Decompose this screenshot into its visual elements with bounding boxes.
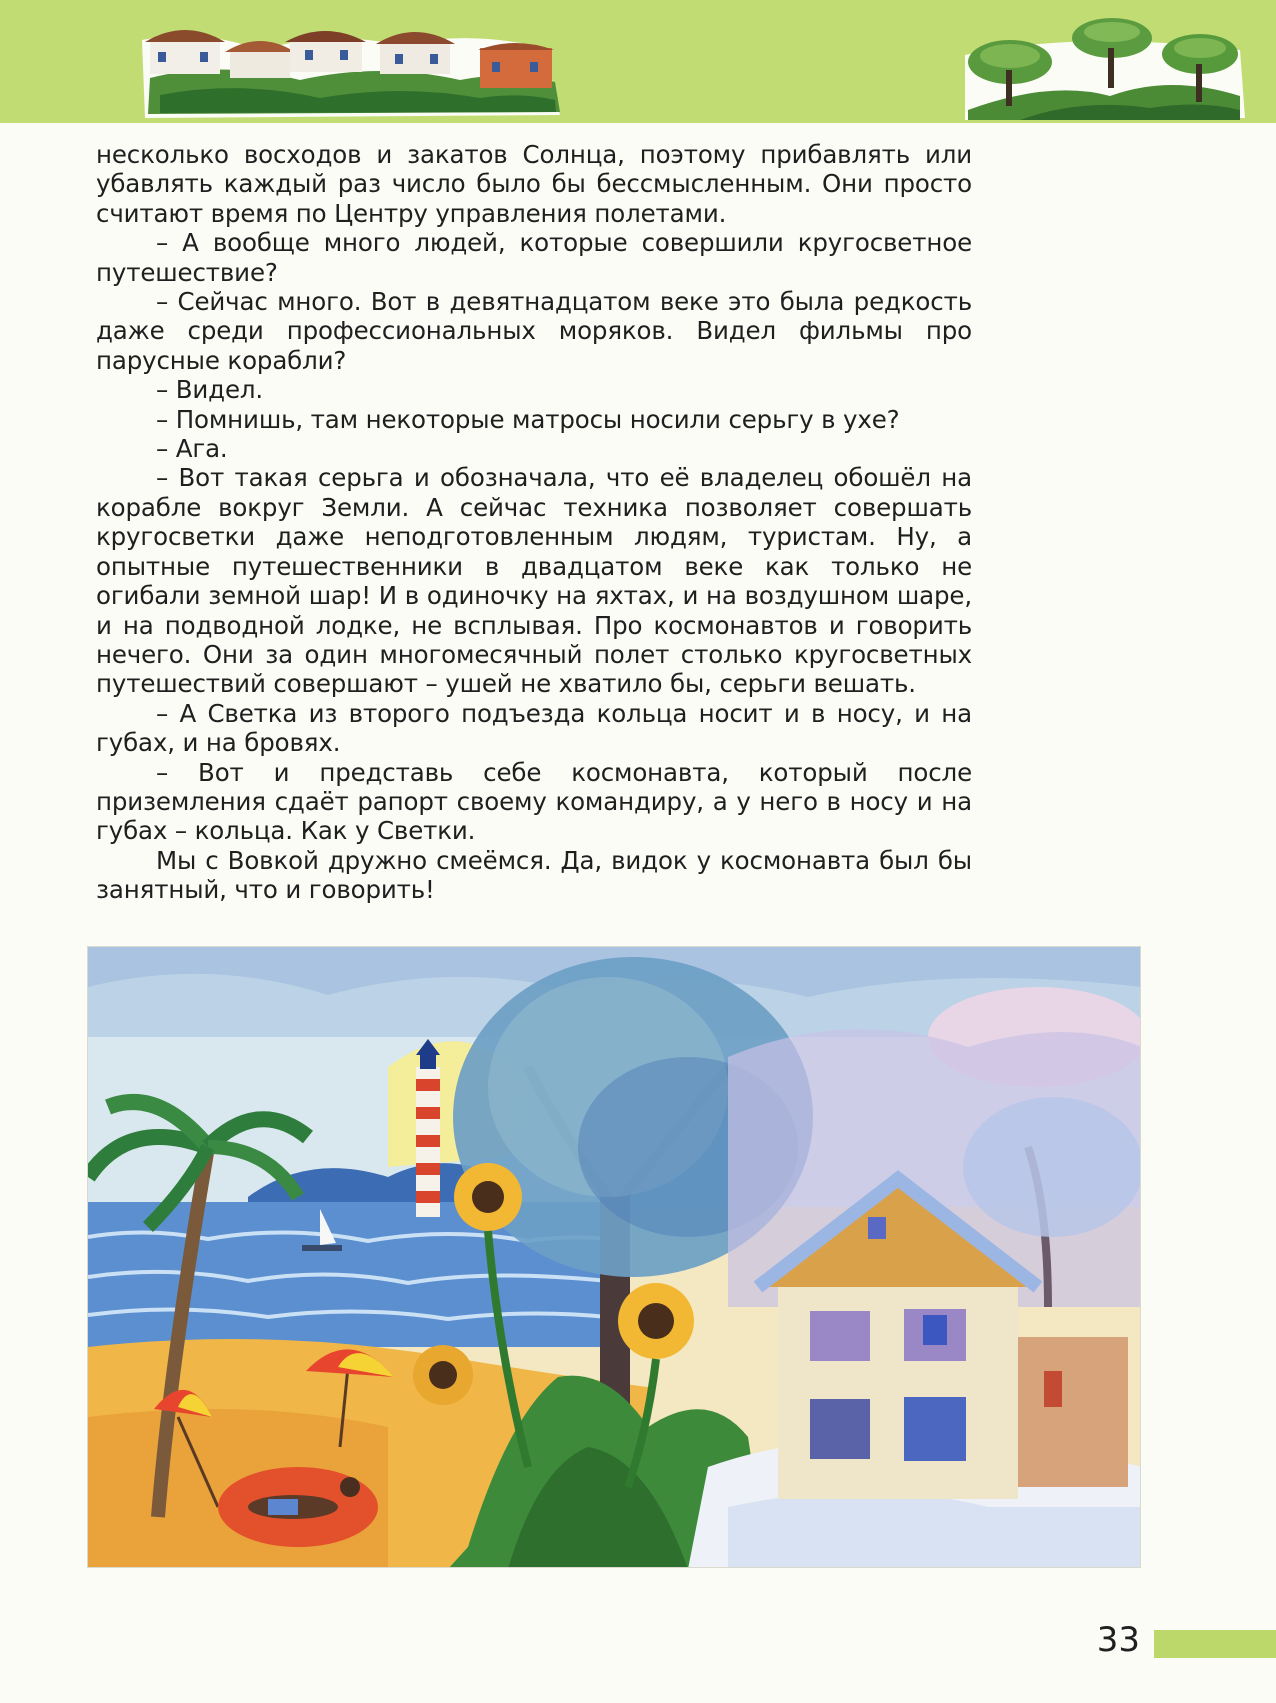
paragraph: – А вообще много людей, которые совершили кругосветное путешествие? xyxy=(96,228,972,287)
header-decoration-band xyxy=(0,0,1276,123)
paragraph: – А Светка из второго подъезда кольца носит и в носу, и на губах, и на бровях. xyxy=(96,698,972,758)
paragraph: – Помнишь, там некоторые матросы носили серьгу в ухе? xyxy=(156,404,900,434)
page-number: 33 xyxy=(1096,1620,1140,1660)
paragraph: – Видел. xyxy=(156,375,264,405)
paragraph: – Ага. xyxy=(156,434,228,464)
story-text xyxy=(96,140,972,905)
paragraph: – Вот и представь себе космонавта, который после приземления сдаёт рапорт своему командиру, а у него в носу и на губах – кольца. Как у Светки. xyxy=(96,757,972,846)
paragraph: – Вот такая серьга и обозначала, что её владелец обошёл на корабле вокруг Земли. А сейчас техника позволяет совершать кругосветки даже неподготовленным людям, туристам. Ну, а опытные путешественники в двадцатом веке как только не огибали земной шар! И в одиночку на яхтах, и на воздушном шаре, и на подводной лодке, не всплывая. Про космонавтов и говорить нечего. Они за один многомесячный полет столько кругосветных путешествий совершают – ушей не хватило бы, серьги вешать. xyxy=(96,463,972,699)
header-village-and-trees-illustration xyxy=(0,0,1276,123)
paragraph: несколько восходов и закатов Солнца, поэтому прибавлять или убавлять каждый раз число было бы бессмысленным. Они просто считают время по Центру управления полетами. xyxy=(96,140,972,228)
footer-decoration-bar xyxy=(1154,1630,1276,1658)
beach-and-house-painting xyxy=(87,946,1141,1568)
paragraph: – Сейчас много. Вот в девятнадцатом веке это была редкость даже среди профессиональных моряков. Видел фильмы про парусные корабли? xyxy=(96,287,972,375)
paragraph: Мы с Вовкой дружно смеёмся. Да, видок у космонавта был бы занятный, что и говорить! xyxy=(96,845,972,905)
